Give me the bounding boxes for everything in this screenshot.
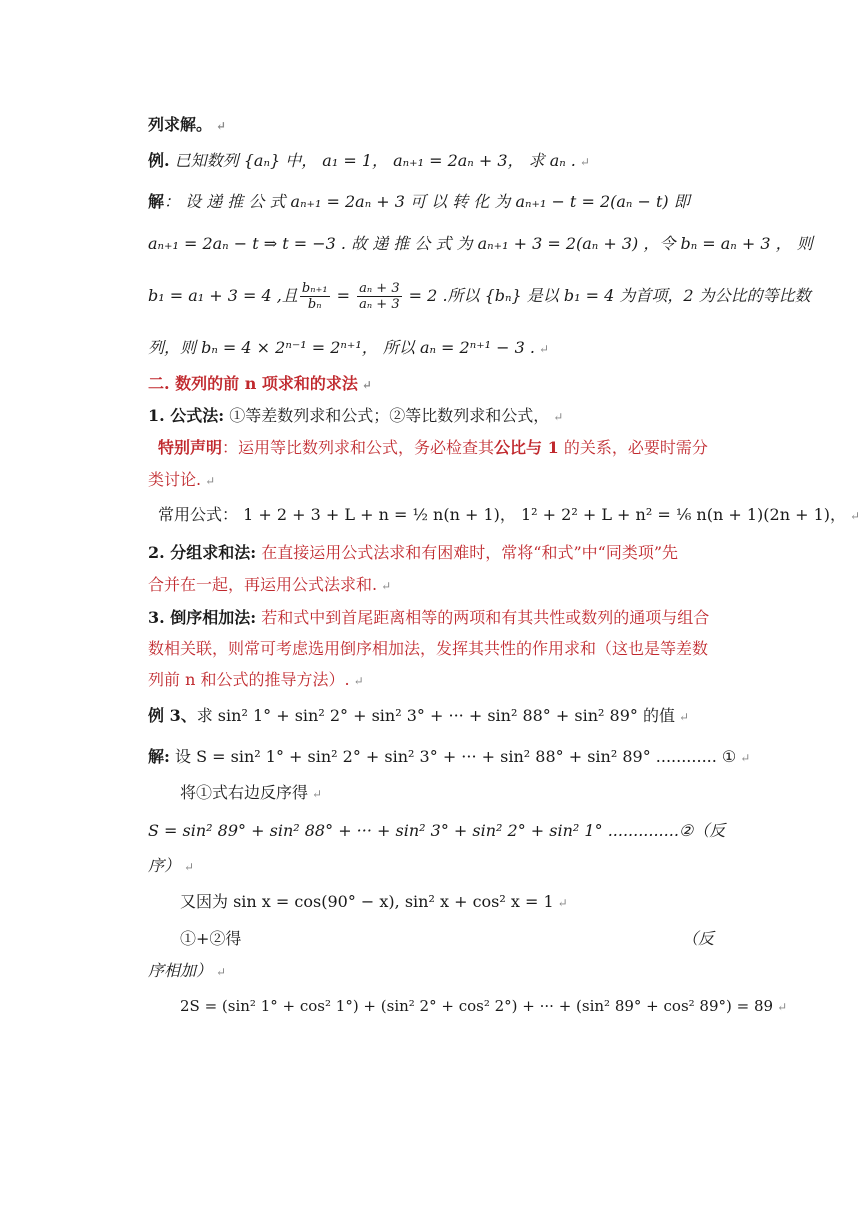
method-text: 在直接运用公式法求和有困难时，常将“和式”中“同类项”先 [256,543,678,562]
equation: 2S = (sin² 1° + cos² 1°) + (sin² 2° + cos² 2°) + ··· + (sin² 89° + cos² 89°) = 89 [180,997,774,1015]
return-mark-icon: ↵ [312,787,323,801]
method-2-line-1 [148,542,714,564]
method-2-line-2 [148,574,714,597]
text: 设 S = sin² 1° + sin² 2° + sin² 3° + ··· + sin² 88° + sin² 89° ............ ① [169,747,737,766]
solution-line-1 [148,191,714,213]
line-continuation [148,114,714,137]
special-note-line-2 [148,469,714,492]
text: = 2 .所以 {bₙ} 是以 b₁ = 4 为首项，2 为公比的等比数 [403,286,811,305]
numerator: aₙ + 3 [359,281,400,296]
return-mark-icon: ↵ [361,378,372,392]
return-mark-icon: ↵ [678,710,690,724]
solution-label: 解: [148,747,170,766]
return-mark-icon: ↵ [184,860,195,874]
return-mark-icon: ↵ [539,342,550,356]
side-note: （反 [693,821,726,840]
method-3-line-1 [148,607,714,629]
method-1 [148,405,714,428]
text: 列前 n 和公式的推导方法）. [148,670,350,689]
return-mark-icon: ↵ [740,751,751,765]
text: 将①式右边反序得 [180,783,309,802]
return-mark-icon: ↵ [216,965,227,979]
special-note-line-1 [158,437,724,459]
text: 列，则 bₙ = 4 × 2ⁿ⁻¹ = 2ⁿ⁺¹， 所以 aₙ = 2ⁿ⁺¹ − 3 . [148,338,536,357]
text: aₙ₊₁ = 2aₙ − t ⇒ t = −3 . 故 递 推 公 式 为 aₙ₊₁ + 3 = 2(aₙ + 3) ，令 bₙ = aₙ + 3 ， 则 [148,234,813,253]
method-text: ①等差数列求和公式；②等比数列求和公式， [224,406,550,425]
denominator: aₙ + 3 [359,297,400,312]
common-formulas [158,504,860,527]
section-heading [148,373,714,396]
method-label: 2. 分组求和法: [148,543,257,562]
return-mark-icon: ↵ [353,674,364,688]
return-mark-icon: ↵ [216,119,227,133]
method-label: 1. 公式法: [148,406,225,425]
example-3-solution-line-6 [180,928,714,950]
side-note: 序） [148,856,181,875]
return-mark-icon: ↵ [381,579,392,593]
example-label: 例. [148,151,170,170]
fraction-a [357,281,401,312]
return-mark-icon: ↵ [777,1000,788,1014]
method-text: 若和式中到首尾距离相等的两项和有其共性或数列的通项与组合 [256,608,710,627]
solution-line-4 [148,337,714,360]
solution-line-2 [148,233,813,255]
equals: = [331,286,356,305]
example-label: 例 3、 [148,706,197,725]
text: ： 设 递 推 公 式 aₙ₊₁ = 2aₙ + 3 可 以 转 化 为 aₙ₊₁ − t = 2(aₙ − t) 即 [164,192,690,211]
text: 数相关联，则常可考虑选用倒序相加法，发挥其共性的作用求和（这也是等差数 [148,639,709,658]
example-3-solution-line-7 [148,960,714,983]
side-note: 序相加） [148,961,213,980]
example-3-problem [148,705,714,728]
solution-line-3 [148,281,811,312]
text: 类讨论. [148,470,202,489]
method-3-line-3 [148,669,714,692]
example-3-solution-line-2 [180,782,746,805]
numerator: bₙ₊₁ [301,281,328,296]
solution-label: 解 [148,192,165,211]
text: ：运用等比数列求和公式，务必检查其 [222,438,495,457]
return-mark-icon: ↵ [579,155,590,169]
example-text: 求 sin² 1° + sin² 2° + sin² 3° + ··· + sin² 88° + sin² 89° 的值 [196,706,675,725]
text: 合并在一起，再运用公式法求和. [148,575,378,594]
emphasis: 公比与 1 [494,438,559,457]
example-3-solution-line-8 [180,995,788,1018]
text: 的关系，必要时需分 [558,438,708,457]
return-mark-icon: ↵ [205,474,216,488]
side-note: （反 [681,929,714,948]
example-1-problem [148,150,714,173]
return-mark-icon: ↵ [557,896,568,910]
text: ①+②得 [180,929,242,948]
example-3-solution-line-3 [148,820,726,842]
heading-text: 二. 数列的前 n 项求和的求法 [148,374,358,393]
text: 列求解。 [148,115,213,134]
equation: S = sin² 89° + sin² 88° + ··· + sin² 3° + sin² 2° + sin² 1° ..............② [148,821,694,840]
example-text: 已知数列 {aₙ} 中， a₁ = 1， aₙ₊₁ = 2aₙ + 3， 求 aₙ . [169,151,576,170]
example-3-solution-line-1 [148,746,751,769]
return-mark-icon: ↵ [553,410,564,424]
example-3-solution-line-5 [180,891,746,914]
text: b₁ = a₁ + 3 = 4 ,且 [148,286,298,305]
denominator: bₙ [307,297,322,312]
return-mark-icon: ↵ [850,509,860,523]
fraction-b [300,281,330,312]
formula-text: 常用公式： 1 + 2 + 3 + L + n = ½ n(n + 1)， 1² + 2² + L + n² = ⅙ n(n + 1)(2n + 1)， [158,505,846,524]
note-label: 特别声明 [158,438,223,457]
method-label: 3. 倒序相加法: [148,608,257,627]
text: 又因为 sin x = cos(90° − x), sin² x + cos² x = 1 [180,892,554,911]
method-3-line-2 [148,638,714,660]
example-3-solution-line-4 [148,855,714,878]
